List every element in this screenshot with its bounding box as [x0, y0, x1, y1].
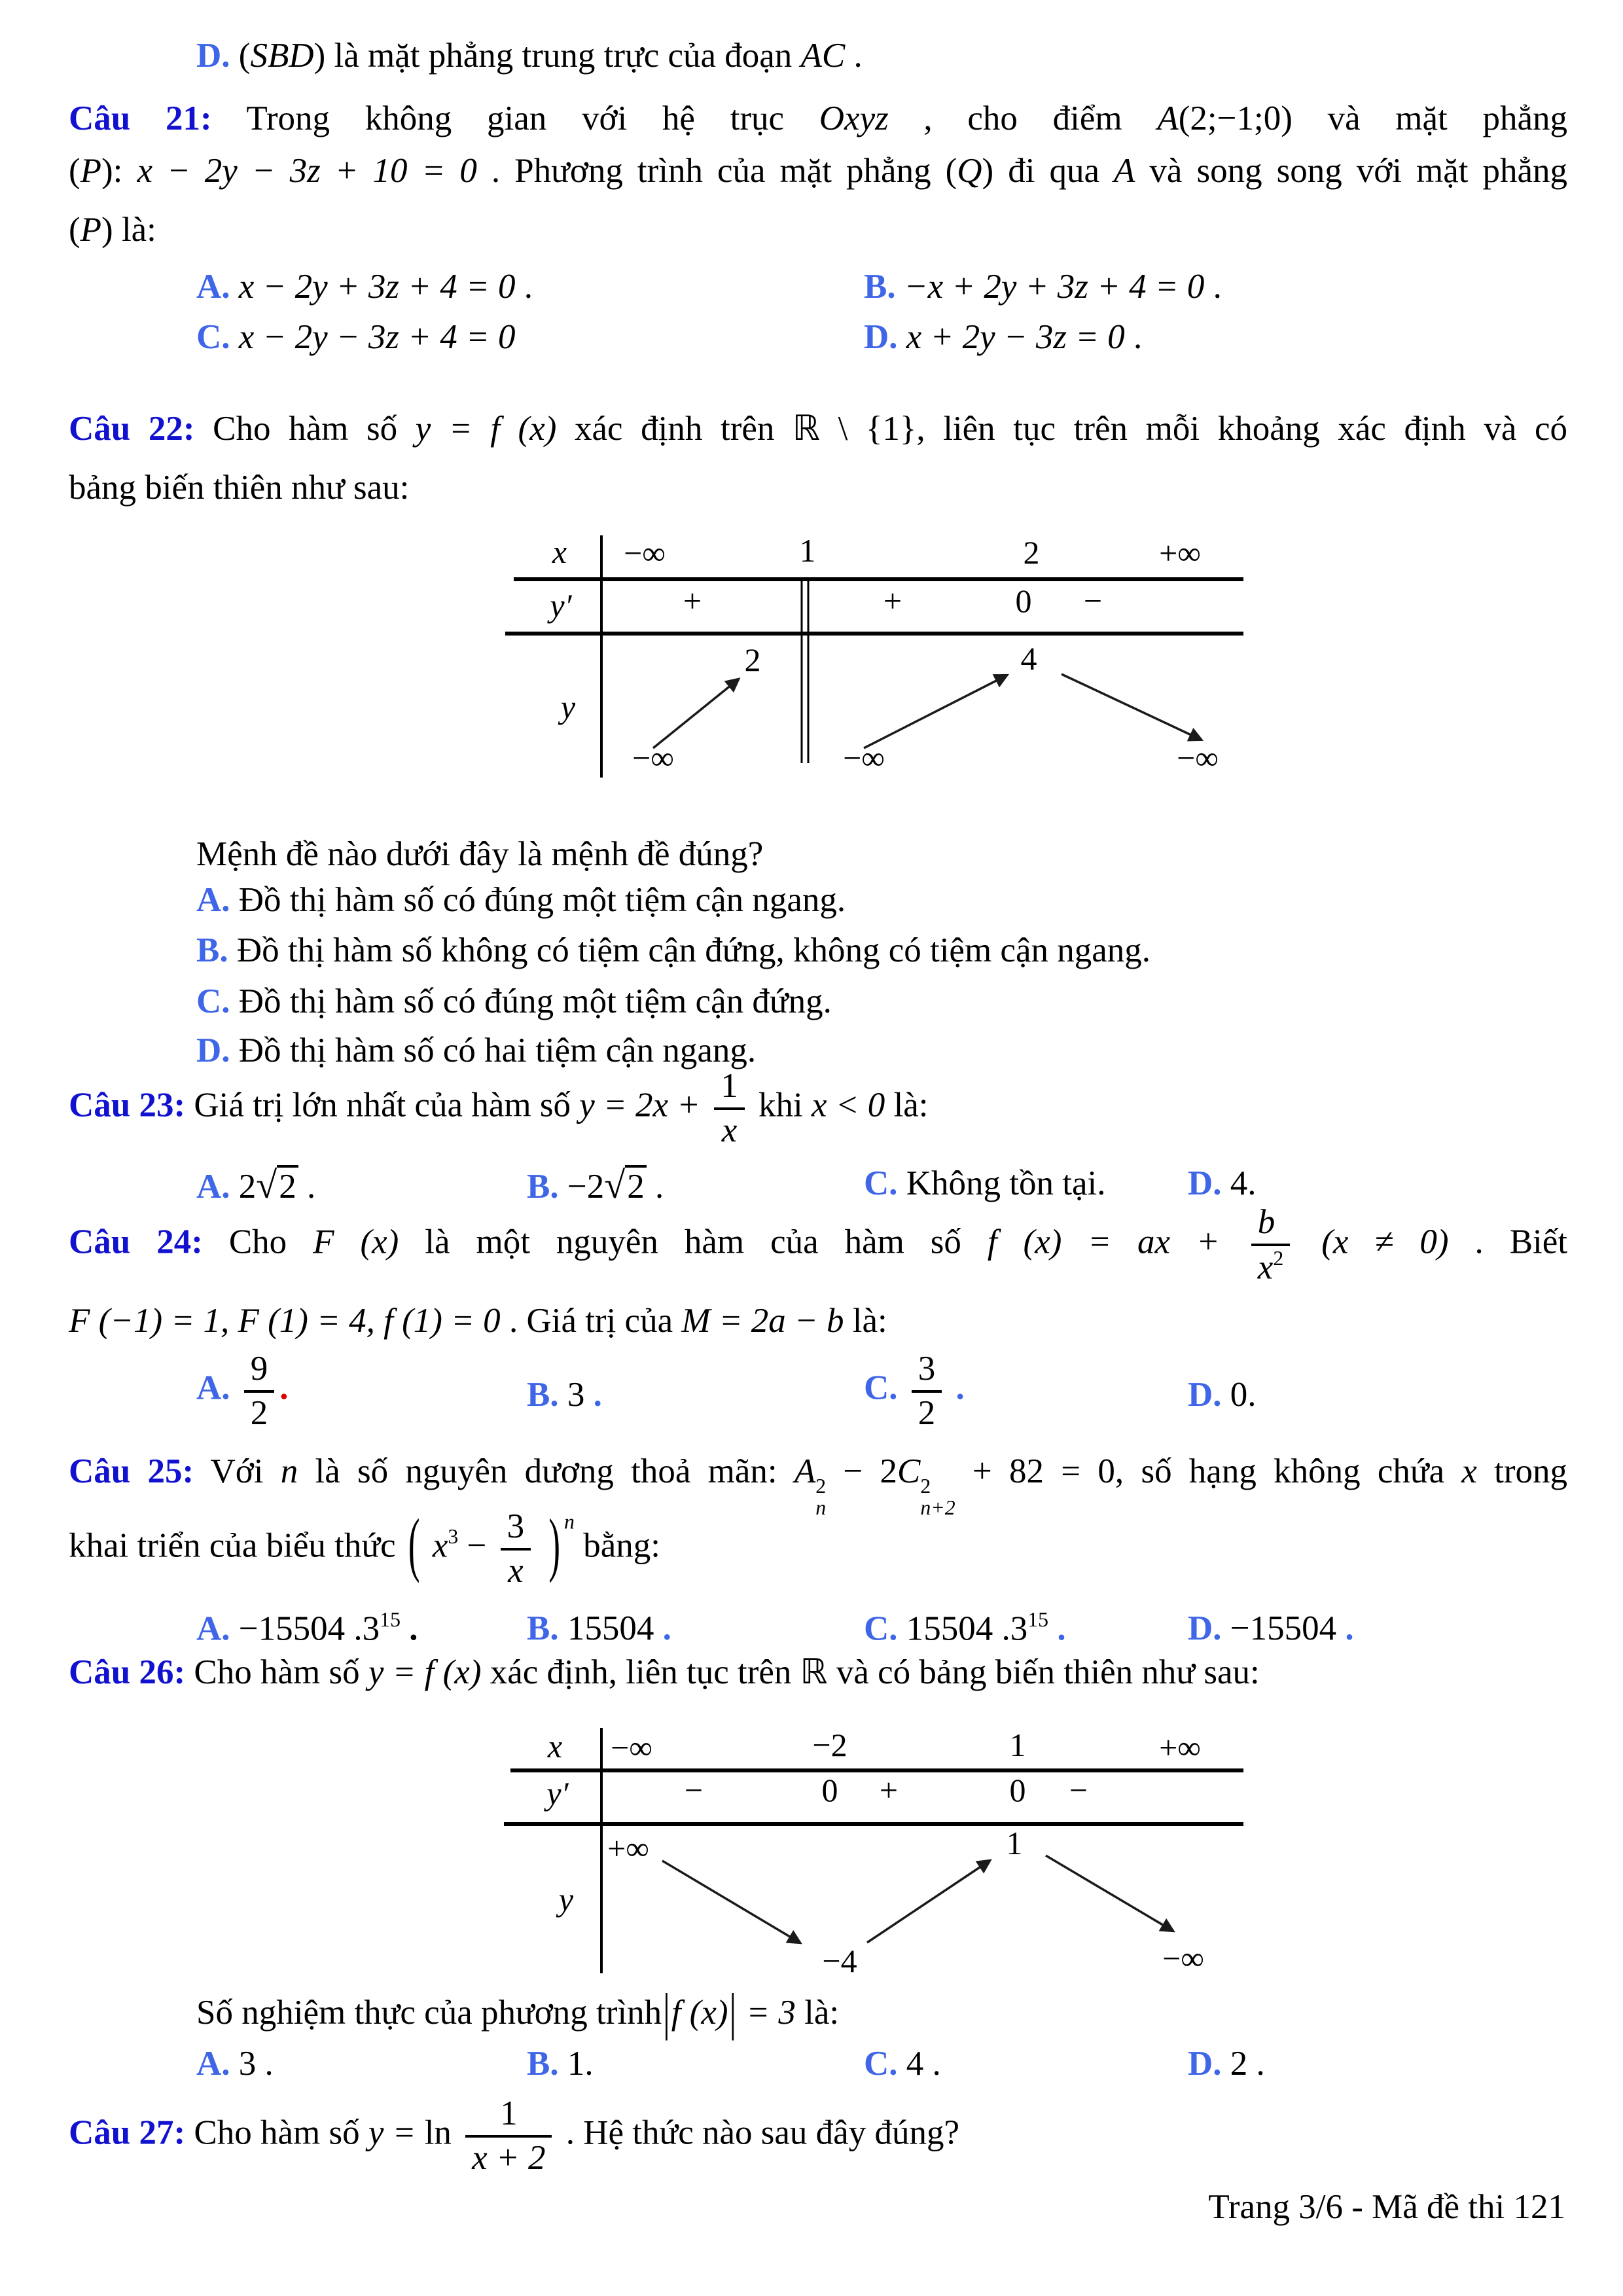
red-period: .	[279, 1369, 289, 1407]
option-letter: D.	[1188, 2045, 1222, 2083]
big-right-paren: )	[548, 1506, 561, 1585]
q21-option-d: D. x + 2y − 3z = 0 .	[864, 318, 1143, 356]
variation-table-2: x −∞ −2 1 +∞ y′ − 0 + 0 − y +∞ 1 −4 −∞	[497, 1728, 1243, 1973]
option-letter: C.	[864, 1164, 898, 1202]
q22-option-a: A. Đồ thị hàm số có đúng một tiệm cận ngang.	[196, 881, 846, 919]
q25-line1: Câu 25: Với n là số nguyên dương thoả mãn: A 2 n − 2C 2 n+2 + 82 = 0, số hạng không chứa x trong	[69, 1452, 1568, 1520]
option-letter: C.	[864, 2045, 898, 2083]
fraction: $\frac{3}{2}$	[912, 1350, 942, 1433]
option-letter: D.	[1188, 1609, 1222, 1647]
option-letter: C.	[196, 982, 230, 1020]
fraction: $\frac{9}{2}$	[244, 1350, 275, 1433]
q23-option-b: B. −2√2 .	[527, 1164, 664, 1206]
option-letter: A.	[196, 881, 230, 919]
q24-option-d: D. 0.	[1188, 1376, 1257, 1414]
option-letter: B.	[527, 1168, 559, 1206]
q26-option-c: C. 4 .	[864, 2045, 941, 2083]
prev-option-d: D. (SBD) là mặt phẳng trung trực của đoạn AC .	[196, 37, 863, 75]
sup-sub: 2 n+2	[920, 1474, 955, 1520]
y-row-label: y	[558, 1881, 574, 1918]
q26-option-a: A. 3 .	[196, 2045, 274, 2083]
q27-line: Câu 27: Cho hàm số y = ln $\frac{1}{x + 2}$ . Hệ thức nào sau đây đúng?	[69, 2094, 959, 2178]
y-row-label: y	[560, 689, 576, 725]
option-letter: C.	[196, 318, 230, 356]
option-letter: D.	[196, 37, 230, 75]
x-row-label: x	[547, 1728, 563, 1765]
abs-bar: |	[729, 1984, 737, 2041]
option-letter: B.	[196, 931, 228, 969]
question-label: Câu 21:	[69, 99, 212, 137]
q24-option-c: C. $\frac{3}{2}$ .	[864, 1350, 965, 1433]
y-prime-row-label: y′	[546, 1775, 569, 1812]
sup-sub: 2 n	[815, 1474, 827, 1520]
q21-option-c: C. x − 2y − 3z + 4 = 0	[196, 318, 516, 356]
option-letter: C.	[864, 1369, 898, 1407]
option-letter: A.	[196, 1168, 230, 1206]
option-letter: D.	[864, 318, 898, 356]
q22-option-d: D. Đồ thị hàm số có hai tiệm cận ngang.	[196, 1031, 757, 1069]
fraction: $\frac{1}{x + 2}$	[465, 2094, 552, 2178]
q25-option-a: A. −15504 $.3^{15}$ .	[196, 1608, 418, 1648]
q23-option-c: C. Không tồn tại.	[864, 1164, 1106, 1202]
q23-line: Câu 23: Giá trị lớn nhất của hàm số y = 2x + $\frac{1}{x}$ khi x < 0 là:	[69, 1067, 929, 1150]
q21-option-b: B. −x + 2y + 3z + 4 = 0 .	[864, 268, 1222, 306]
page-footer: Trang 3/6 - Mã đề thi 121	[1208, 2188, 1565, 2226]
q21-line1: Câu 21: Trong không gian với hệ trục Oxyz , cho điểm A(2;−1;0) và mặt phẳng	[69, 99, 1568, 137]
q26-option-b: B. 1.	[527, 2045, 594, 2083]
big-left-paren: (	[408, 1506, 420, 1585]
square-root: √2	[256, 1168, 298, 1206]
q22-question: Mệnh đề nào dưới đây là mệnh đề đúng?	[196, 835, 764, 873]
q23-option-d: D. 4.	[1188, 1164, 1257, 1202]
q23-option-a: A. 2√2 .	[196, 1164, 316, 1206]
q24-option-a	[196, 1350, 289, 1433]
q22-line2: bảng biến thiên như sau:	[69, 469, 410, 507]
q21-line3: (P) là:	[69, 211, 156, 249]
option-letter: B.	[527, 1609, 559, 1647]
fraction: $\frac{b}{x^2}$	[1251, 1203, 1290, 1287]
option-letter: D.	[1188, 1164, 1222, 1202]
abs-bar: |	[663, 1984, 670, 2041]
q24-option-b: B. 3 .	[527, 1376, 602, 1414]
option-letter: B.	[527, 2045, 559, 2083]
square-root: √2	[604, 1168, 647, 1206]
q22-option-b: B. Đồ thị hàm số không có tiệm cận đứng, không có tiệm cận ngang.	[196, 931, 1151, 969]
q22-line1: Câu 22: Cho hàm số y = f (x) xác định trên ℝ \ {1}, liên tục trên mỗi khoảng xác định và có	[69, 408, 1568, 448]
option-letter: D.	[196, 1031, 230, 1069]
q24-line1: Câu 24: Cho F (x) là một nguyên hàm của hàm số f (x) = ax + $\frac{b}{x^2}$ (x ≠ 0) . Biết	[69, 1203, 1568, 1287]
real-numbers-symbol: ℝ	[793, 408, 820, 448]
q21-option-a: A. x − 2y + 3z + 4 = 0 .	[196, 268, 533, 306]
question-label: Câu 24:	[69, 1223, 203, 1261]
q26-option-d: D. 2 .	[1188, 2045, 1265, 2083]
q25-option-c: C. 15504 $.3^{15}$ .	[864, 1608, 1066, 1648]
q22-option-c: C. Đồ thị hàm số có đúng một tiệm cận đứng.	[196, 982, 832, 1020]
option-letter: A.	[196, 2045, 230, 2083]
question-label: Câu 23:	[69, 1086, 186, 1124]
q25-line2: khai triển của biểu thức ( $x^3$ − $\frac{3}{x}$ ) $^n$ bằng:	[69, 1507, 660, 1590]
q26-question: Số nghiệm thực của phương trình|f (x)| = 3 là:	[196, 1991, 839, 2034]
fraction: $\frac{3}{x}$	[501, 1507, 531, 1590]
question-label: Câu 22:	[69, 410, 195, 448]
q24-line2: F (−1) = 1, F (1) = 4, f (1) = 0 . Giá trị của M = 2a − b là:	[69, 1302, 887, 1340]
real-numbers-symbol: ℝ	[800, 1652, 828, 1692]
y-prime-row-label: y′	[550, 587, 572, 624]
variation-table-1: x −∞ 1 2 +∞ y′ + + 0 − y 2 4 −∞ −∞ −∞	[497, 535, 1243, 778]
option-letter: C.	[864, 1609, 898, 1648]
option-letter: A.	[196, 1369, 230, 1407]
option-letter: B.	[864, 268, 896, 306]
fraction: $\frac{1}{x}$	[714, 1067, 745, 1150]
option-letter: D.	[1188, 1376, 1222, 1414]
q21-line2: (P): x − 2y − 3z + 10 = 0 . Phương trình của mặt phẳng (Q) đi qua A và song song với mặt phẳng	[69, 152, 1568, 190]
option-letter: A.	[196, 268, 230, 306]
q26-line1: Câu 26: Cho hàm số y = f (x) xác định, liên tục trên ℝ và có bảng biến thiên như sau:	[69, 1652, 1260, 1692]
option-letter: B.	[527, 1376, 559, 1414]
x-row-label: x	[552, 533, 567, 570]
question-label: Câu 27:	[69, 2113, 186, 2152]
question-label: Câu 26:	[69, 1653, 186, 1691]
option-letter: A.	[196, 1609, 230, 1648]
q25-option-b: B. 15504 .	[527, 1609, 671, 1647]
question-label: Câu 25:	[69, 1452, 194, 1490]
q25-option-d: D. −15504 .	[1188, 1609, 1354, 1647]
